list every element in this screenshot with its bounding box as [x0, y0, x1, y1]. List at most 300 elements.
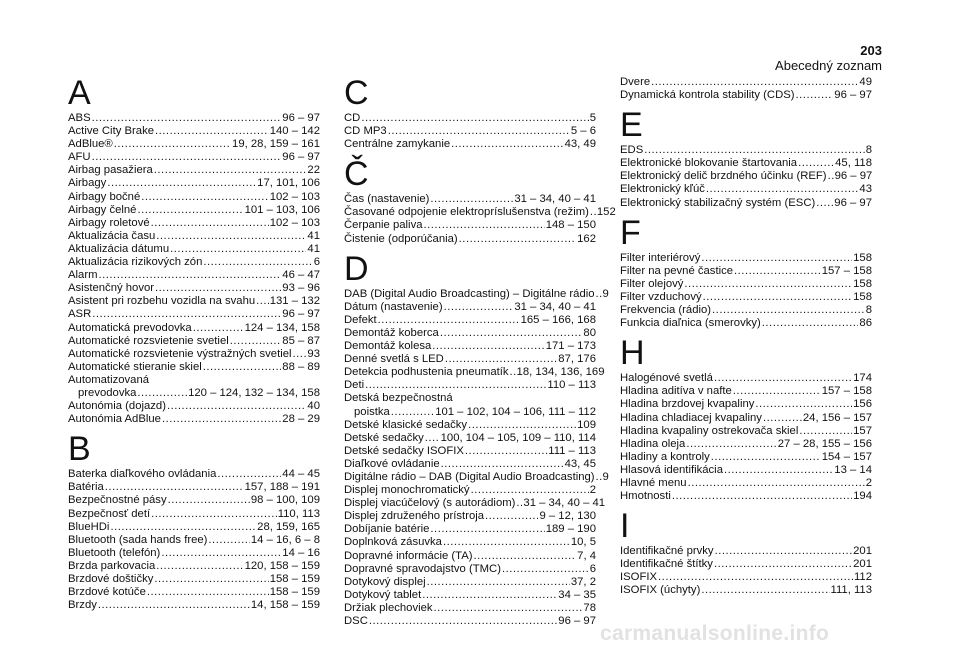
dot-leader: [432, 340, 544, 353]
dot-leader: [137, 387, 187, 400]
entry-label: Defekt: [344, 313, 377, 326]
entry-pages: 31 – 34, 40 – 41: [514, 193, 596, 206]
dot-leader: [485, 510, 538, 523]
entry-label: Active City Brake: [68, 125, 155, 138]
entry-pages: 157 – 158: [821, 385, 872, 398]
entry-label: Hladiny a kontroly: [620, 450, 710, 463]
entry-pages: 49: [859, 76, 872, 88]
index-entry: [68, 138, 320, 151]
entry-pages: 87, 176: [558, 353, 596, 366]
entry-label: Automatické rozsvietenie svetiel: [68, 334, 229, 347]
index-entry: [68, 494, 320, 507]
entry-label: Hladina aditíva v nafte: [620, 385, 732, 398]
entry-pages: 152: [596, 206, 616, 219]
entry-label: Držiak plechoviek: [344, 601, 433, 614]
entry-label: Airbagy bočné: [68, 190, 141, 203]
dot-leader: [167, 400, 306, 413]
entry-label: ISOFIX: [620, 571, 658, 584]
index-entry: [68, 151, 320, 164]
page-number: 203: [860, 43, 882, 58]
dot-leader: [156, 230, 306, 243]
entry-pages: 9: [602, 287, 609, 300]
entry-label: AdBlue®: [68, 138, 113, 151]
index-entry: [620, 265, 872, 278]
entry-pages: 189 – 190: [545, 523, 596, 536]
index-entry: [620, 89, 872, 102]
index-section: [344, 155, 616, 245]
dot-leader: [105, 481, 244, 494]
dot-leader: [230, 335, 282, 348]
entry-pages: 22: [307, 164, 320, 177]
index-section: [620, 108, 872, 209]
entry-pages: 110 – 113: [547, 379, 596, 392]
entry-label: Brzdové kotúče: [68, 586, 146, 599]
index-section: [620, 509, 872, 597]
index-entry: [620, 558, 872, 571]
section-letter: H: [620, 334, 645, 373]
entry-label: Hladina oleja: [620, 437, 686, 450]
index-column-1: [68, 76, 320, 612]
index-entry: [620, 157, 872, 170]
dot-leader: [99, 269, 282, 282]
entry-pages: 45, 118: [835, 157, 872, 170]
entry-label: BlueHDi: [68, 520, 110, 533]
entry-pages: 2: [589, 484, 596, 497]
entry-label: Brzdové doštičky: [68, 573, 154, 585]
index-entry: [344, 497, 606, 510]
entry-label: Brzda parkovacia: [68, 559, 156, 572]
entry-label: Dátum (nastavenie): [344, 300, 443, 313]
index-entry: [620, 304, 872, 317]
dot-leader: [502, 563, 589, 576]
dot-leader: [763, 412, 802, 425]
index-entry: [68, 322, 320, 335]
index-entry: [344, 138, 596, 151]
entry-pages: 111 – 113: [548, 444, 596, 457]
index-entry: [344, 206, 616, 219]
index-entry: [68, 112, 320, 125]
dot-leader: [701, 252, 852, 265]
dot-leader: [733, 385, 821, 398]
entry-label: Filter interiérový: [620, 251, 701, 264]
index-entry: [620, 291, 872, 304]
dot-leader: [193, 322, 244, 335]
index-column-2: [344, 74, 616, 628]
index-column-3: [620, 76, 872, 598]
entry-label: Dopravné informácie (TA): [344, 549, 473, 562]
dot-leader: [468, 419, 576, 432]
entry-label: Dotykový tablet: [344, 588, 422, 601]
entry-pages: 27 – 28, 155 – 156: [777, 437, 872, 450]
index-entry: [620, 144, 872, 157]
index-entry: [68, 295, 320, 308]
dot-leader: [798, 157, 834, 170]
entry-pages: 98 – 100, 109: [250, 494, 320, 507]
entry-pages: 201: [853, 545, 872, 558]
dot-leader: [369, 615, 557, 628]
dot-leader: [443, 536, 570, 549]
index-entry: [620, 170, 872, 183]
entry-pages: 31 – 34, 40 – 41: [523, 497, 606, 510]
index-entry: [68, 308, 320, 321]
dot-leader: [425, 432, 440, 445]
entry-label: Aktualizácia dátumu: [68, 242, 170, 255]
entry-label: Elektronický stabilizačný systém (ESC): [620, 196, 816, 209]
entry-label: Automatická prevodovka: [68, 321, 192, 334]
index-section: [68, 76, 320, 426]
entry-label: Identifikačné prvky: [620, 545, 714, 558]
entry-label: Alarm: [68, 269, 98, 282]
entry-pages: 158: [853, 290, 872, 303]
entry-label: Filter na pevné častice: [620, 264, 734, 277]
entry-label: DSC: [344, 615, 368, 627]
entry-label: Detské klasické sedačky: [344, 418, 468, 431]
index-entry: [344, 301, 596, 314]
dot-leader: [162, 413, 281, 426]
dot-leader: [714, 558, 852, 571]
entry-pages: 154 – 157: [821, 450, 872, 463]
entry-pages: 8: [865, 304, 872, 317]
dot-leader: [701, 584, 829, 597]
dot-leader: [161, 547, 281, 560]
dot-leader: [658, 571, 853, 584]
dot-leader: [430, 523, 544, 536]
index-entry: [68, 164, 320, 177]
entry-pages: 165 – 166, 168: [520, 313, 596, 326]
index-entry: [344, 287, 609, 301]
dot-leader: [828, 170, 834, 183]
entry-label: Bluetooth (telefón): [68, 546, 161, 559]
entry-pages: 101 – 102, 104 – 106, 111 – 112: [435, 405, 596, 418]
entry-label: Autonómia (dojazd): [68, 400, 166, 413]
entry-label: Displej viacúčelový (s autorádiom): [344, 497, 516, 510]
entry-pages: 162: [577, 232, 596, 245]
entry-label: Časované odpojenie elektropríslušenstva (režim): [344, 206, 589, 219]
entry-label: AFU: [68, 151, 91, 164]
dot-leader: [434, 602, 583, 615]
entry-pages: 148 – 150: [545, 219, 596, 232]
section-letter: E: [620, 106, 643, 145]
entry-pages: 156: [853, 398, 872, 411]
index-entry: [68, 191, 320, 204]
index-entry: [68, 361, 320, 374]
entry-pages: 46 – 47: [282, 269, 320, 282]
index-entry: [344, 510, 596, 523]
entry-pages: 85 – 87: [282, 334, 320, 347]
index-entry: [344, 550, 596, 563]
entry-pages: 96 – 97: [834, 89, 872, 102]
index-entry: [344, 484, 596, 497]
entry-label: Centrálne zamykanie: [344, 138, 451, 151]
index-entry: [68, 387, 320, 400]
entry-label: Dobíjanie batérie: [344, 523, 430, 536]
page-header: [775, 44, 882, 73]
entry-pages: 86: [859, 317, 872, 330]
dot-leader: [378, 314, 520, 327]
entry-label: Hladina brzdovej kvapaliny: [620, 398, 755, 411]
index-section: [620, 76, 872, 102]
dot-leader: [474, 550, 577, 563]
dot-leader: [684, 278, 852, 291]
dot-leader: [471, 484, 589, 497]
index-entry: [68, 243, 320, 256]
dot-leader: [644, 144, 864, 157]
dot-leader: [734, 265, 821, 278]
dot-leader: [816, 197, 833, 210]
dot-leader: [465, 445, 547, 458]
entry-label: ISOFIX (úchyty): [620, 584, 701, 597]
index-entry: [344, 523, 596, 536]
dot-leader: [361, 112, 588, 125]
dot-leader: [388, 125, 570, 138]
entry-label: Halogénové svetlá: [620, 372, 713, 385]
dot-leader: [170, 243, 306, 256]
index-entry: [344, 379, 596, 392]
entry-label: Bluetooth (sada hands free): [68, 533, 208, 546]
entry-label: Hladina kvapaliny ostrekovača skiel: [620, 424, 799, 437]
entry-pages: 96 – 97: [282, 151, 320, 164]
entry-pages: 93 – 96: [282, 282, 320, 295]
entry-pages: 19, 28, 159 – 161: [232, 138, 320, 151]
entry-label: Dvere: [620, 76, 651, 88]
index-entry: [68, 400, 320, 413]
entry-label: poistka: [354, 405, 390, 418]
dot-leader: [155, 125, 269, 138]
entry-label: ASR: [68, 308, 92, 321]
dot-leader: [427, 576, 570, 589]
entry-pages: 101 – 103, 106: [244, 203, 320, 216]
entry-pages: 96 – 97: [558, 615, 596, 627]
entry-label: Autonómia AdBlue: [68, 413, 161, 426]
index-entry: [344, 602, 596, 615]
dot-leader: [156, 560, 243, 573]
index-entry: [344, 419, 596, 432]
index-entry: [344, 392, 596, 405]
entry-pages: 6: [589, 562, 596, 575]
entry-pages: 201: [853, 558, 872, 571]
entry-label: Hladina chladiacej kvapaliny: [620, 411, 762, 424]
index-entry: [620, 317, 872, 330]
entry-label: Airbag pasažiera: [68, 164, 153, 177]
dot-leader: [151, 508, 277, 521]
index-entry: [68, 282, 320, 295]
entry-label: Bezpečnosť detí: [68, 507, 151, 520]
index-entry: [620, 425, 872, 438]
entry-label: Doplnková zásuvka: [344, 536, 442, 549]
dot-leader: [590, 206, 596, 219]
index-entry: [620, 412, 872, 425]
entry-pages: 96 – 97: [282, 308, 320, 321]
dot-leader: [151, 217, 269, 230]
entry-label: Čerpanie paliva: [344, 219, 423, 232]
entry-label: Filter vzduchový: [620, 290, 702, 303]
dot-leader: [107, 177, 256, 190]
entry-pages: 24, 156 – 157: [802, 411, 872, 424]
entry-pages: 78: [583, 601, 596, 614]
dot-leader: [203, 361, 282, 374]
dot-leader: [762, 317, 859, 330]
entry-pages: 41: [307, 242, 320, 255]
index-entry: [68, 177, 320, 190]
entry-label: Airbagy čelné: [68, 203, 137, 216]
index-entry: [620, 545, 872, 558]
entry-pages: 96 – 97: [834, 170, 873, 183]
dot-leader: [424, 219, 545, 232]
index-entry: [344, 563, 596, 576]
index-entry: [68, 413, 320, 426]
dot-leader: [445, 353, 557, 366]
entry-label: Displej monochromatický: [344, 484, 470, 497]
entry-pages: 157 – 158: [821, 264, 872, 277]
entry-pages: 158: [853, 277, 872, 290]
index-entry: [68, 217, 320, 230]
index-entry: [68, 560, 320, 573]
entry-pages: 158: [853, 251, 872, 264]
index-entry: [68, 586, 320, 599]
watermark: carmanualsonline.info: [600, 622, 830, 645]
section-letter: I: [620, 507, 630, 546]
entry-pages: 110, 113: [277, 507, 320, 520]
entry-pages: 14, 158 – 159: [250, 599, 320, 612]
dot-leader: [724, 464, 833, 477]
entry-pages: 28, 159, 165: [257, 520, 320, 533]
entry-label: Dynamická kontrola stability (CDS): [620, 89, 795, 102]
index-entry: [620, 278, 872, 291]
entry-pages: 2: [865, 476, 872, 489]
entry-label: Frekvencia (rádio): [620, 304, 712, 317]
entry-label: Detské sedačky: [344, 431, 424, 444]
index-entry: [68, 204, 320, 217]
entry-pages: 18, 134, 136, 169: [516, 366, 605, 379]
entry-label: Elektronický kľúč: [620, 183, 705, 196]
dot-leader: [596, 471, 602, 484]
entry-label: Filter olejový: [620, 277, 684, 290]
entry-label: Elektronické blokovanie štartovania: [620, 157, 798, 170]
entry-pages: 157, 188 – 191: [244, 481, 320, 494]
entry-pages: 171 – 173: [545, 340, 596, 353]
dot-leader: [672, 490, 852, 503]
entry-label: CD MP3: [344, 125, 387, 138]
dot-leader: [686, 438, 776, 451]
dot-leader: [217, 468, 281, 481]
index-entry: [620, 477, 872, 490]
index-section: [620, 213, 872, 331]
entry-pages: 174: [853, 372, 872, 385]
index-entry: [344, 576, 596, 589]
index-entry: [620, 451, 872, 464]
dot-leader: [155, 282, 281, 295]
dot-leader: [712, 304, 865, 317]
index-entry: [344, 366, 605, 379]
entry-pages: 158 – 159: [269, 586, 320, 599]
entry-label: Bezpečnostné pásy: [68, 494, 167, 507]
entry-label: Denné svetlá s LED: [344, 353, 444, 366]
entry-pages: 158 – 159: [269, 573, 320, 585]
dot-leader: [651, 76, 858, 89]
entry-label: Elektronický delič brzdného účinku (REF): [620, 170, 827, 183]
entry-pages: 96 – 97: [834, 196, 872, 209]
index-section: [68, 432, 320, 612]
entry-pages: 80: [583, 326, 596, 339]
entry-pages: 43: [859, 183, 872, 196]
dot-leader: [706, 183, 859, 196]
index-entry: [344, 406, 596, 419]
entry-label: CD: [344, 112, 361, 124]
dot-leader: [422, 589, 557, 602]
entry-pages: 120, 158 – 159: [244, 559, 320, 572]
entry-pages: 100, 104 – 105, 109 – 110, 114: [440, 431, 596, 444]
index-entry: [620, 490, 872, 503]
entry-pages: 43, 45: [564, 457, 596, 470]
index-entry: [344, 445, 596, 458]
index-entry: [344, 233, 596, 246]
entry-label: Asistent pri rozbehu vozidla na svahu: [68, 295, 256, 308]
index-entry: [620, 571, 872, 584]
dot-leader: [688, 477, 865, 490]
entry-pages: 13 – 14: [834, 463, 872, 476]
dot-leader: [137, 204, 243, 217]
entry-pages: 41: [307, 229, 320, 242]
entry-label: Batéria: [68, 481, 104, 494]
entry-pages: 96 – 97: [282, 112, 320, 124]
index-entry: [68, 508, 320, 521]
entry-label: Automatické stieranie skiel: [68, 360, 202, 373]
index-section: [344, 76, 596, 151]
dot-leader: [441, 458, 564, 471]
entry-label: Digitálne rádio – DAB (Digital Audio Broadcasting): [344, 470, 595, 483]
index-entry: [344, 470, 609, 484]
section-letter: C: [344, 74, 369, 112]
entry-pages: 40: [307, 400, 320, 413]
entry-pages: 17, 101, 106: [257, 177, 320, 190]
dot-leader: [755, 398, 852, 411]
dot-leader: [459, 233, 576, 246]
dot-leader: [141, 191, 269, 204]
index-entry: [344, 112, 596, 125]
entry-label: Brzdy: [68, 599, 97, 612]
index-entry: [68, 481, 320, 494]
dot-leader: [711, 451, 821, 464]
entry-pages: 8: [865, 144, 872, 157]
index-entry: [68, 230, 320, 243]
dot-leader: [110, 521, 256, 534]
dot-leader: [516, 497, 522, 510]
index-entry: [620, 183, 872, 196]
index-entry: [68, 547, 320, 560]
entry-pages: 34 – 35: [558, 588, 596, 601]
entry-label: Detské sedačky ISOFIX: [344, 444, 464, 457]
entry-label: Baterka diaľkového ovládania: [68, 468, 217, 481]
index-entry: [344, 432, 596, 445]
entry-pages: 14 – 16, 6 – 8: [250, 533, 320, 546]
entry-label: prevodovka: [78, 386, 137, 399]
index-entry: [620, 252, 872, 265]
dot-leader: [92, 151, 282, 164]
dot-leader: [703, 291, 853, 304]
dot-leader: [796, 89, 834, 102]
index-entry: [68, 599, 320, 612]
entry-label: Demontáž koberca: [344, 326, 439, 339]
index-entry: [620, 197, 872, 210]
dot-leader: [440, 327, 583, 340]
entry-pages: 140 – 142: [269, 125, 320, 138]
section-letter: A: [68, 74, 91, 112]
entry-label: Čas (nastavenie): [344, 193, 430, 206]
section-letter: B: [68, 430, 91, 469]
entry-label: Hmotnosti: [620, 490, 671, 503]
entry-pages: 43, 49: [564, 138, 596, 151]
entry-label: ABS: [68, 112, 91, 124]
